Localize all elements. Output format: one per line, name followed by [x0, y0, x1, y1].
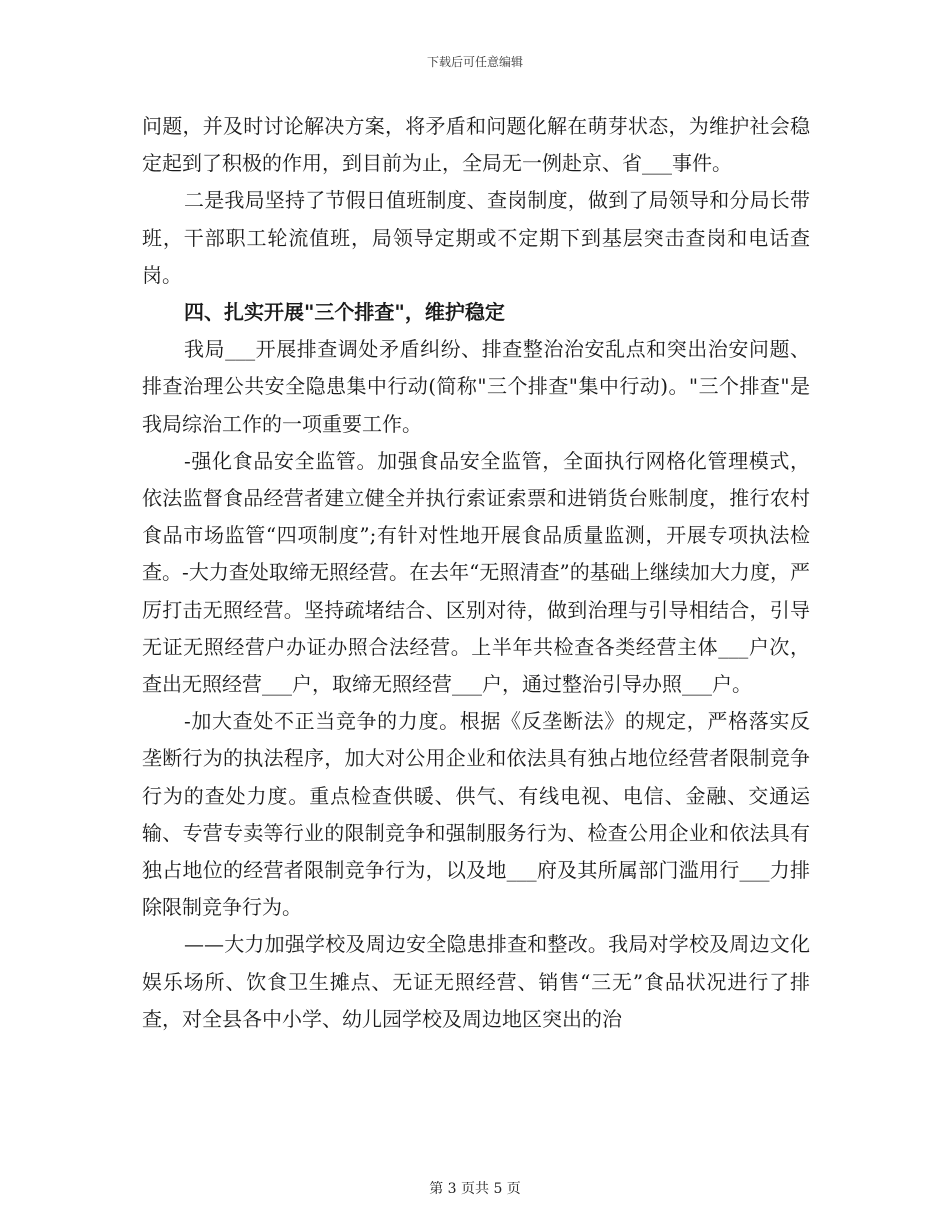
page-header: 下载后可任意编辑: [426, 55, 523, 69]
paragraph-4: -强化食品安全监管。加强食品安全监管，全面执行网格化管理模式，依法监督食品经营者建立健全并执行索证索票和进销货台账制度，推行农村食品市场监管“四项制度”;有针对性地开展食品质量监测，开展专项执法检查。-大力查处取缔无照经营。在去年“无照清查”的基础上继续加大力度，严厉打击无照经营。坚持疏堵结合、区别对待，做到治理与引导相结合，引导无证无照经营户办证办照合法经营。上半年共检查各类经营主体___户次，查出无照经营___户，取缔无照经营___户，通过整治引导办照___户。: [142, 448, 810, 697]
paragraph-5: -加大查处不正当竞争的力度。根据《反垄断法》的规定，严格落实反垄断行为的执法程序，加大对公用企业和依法具有独占地位经营者限制竞争行为的查处力度。重点检查供暖、供气、有线电视、电信、金融、交通运输、专营专卖等行业的限制竞争和强制服务行为、检查公用企业和依法具有独占地位的经营者限制竞争行为，以及地___府及其所属部门滥用行___力排除限制竞争行为。: [142, 709, 810, 920]
paragraph-3: 我局___开展排查调处矛盾纠纷、排查整治治安乱点和突出治安问题、排查治理公共安全隐患集中行动(简称"三个排查"集中行动)。"三个排查"是我局综治工作的一项重要工作。: [142, 337, 810, 436]
page-footer: 第 3 页共 5 页: [429, 1181, 521, 1197]
paragraph-1: 问题，并及时讨论解决方案，将矛盾和问题化解在萌芽状态，为维护社会稳定起到了积极的作用，到目前为止，全局无一例赴京、省___事件。: [142, 114, 810, 176]
section-heading: 四、扎实开展"三个排查"，维护稳定: [184, 300, 505, 325]
document-body: [142, 108, 810, 1038]
paragraph-6: ——大力加强学校及周边安全隐患排查和整改。我局对学校及周边文化娱乐场所、饮食卫生摊点、无证无照经营、销售“三无”食品状况进行了排查，对全县各中小学、幼儿园学校及周边地区突出的治: [142, 932, 810, 1031]
paragraph-2: 二是我局坚持了节假日值班制度、查岗制度，做到了局领导和分局长带班，干部职工轮流值班，局领导定期或不定期下到基层突击查岗和电话查岗。: [142, 188, 810, 287]
